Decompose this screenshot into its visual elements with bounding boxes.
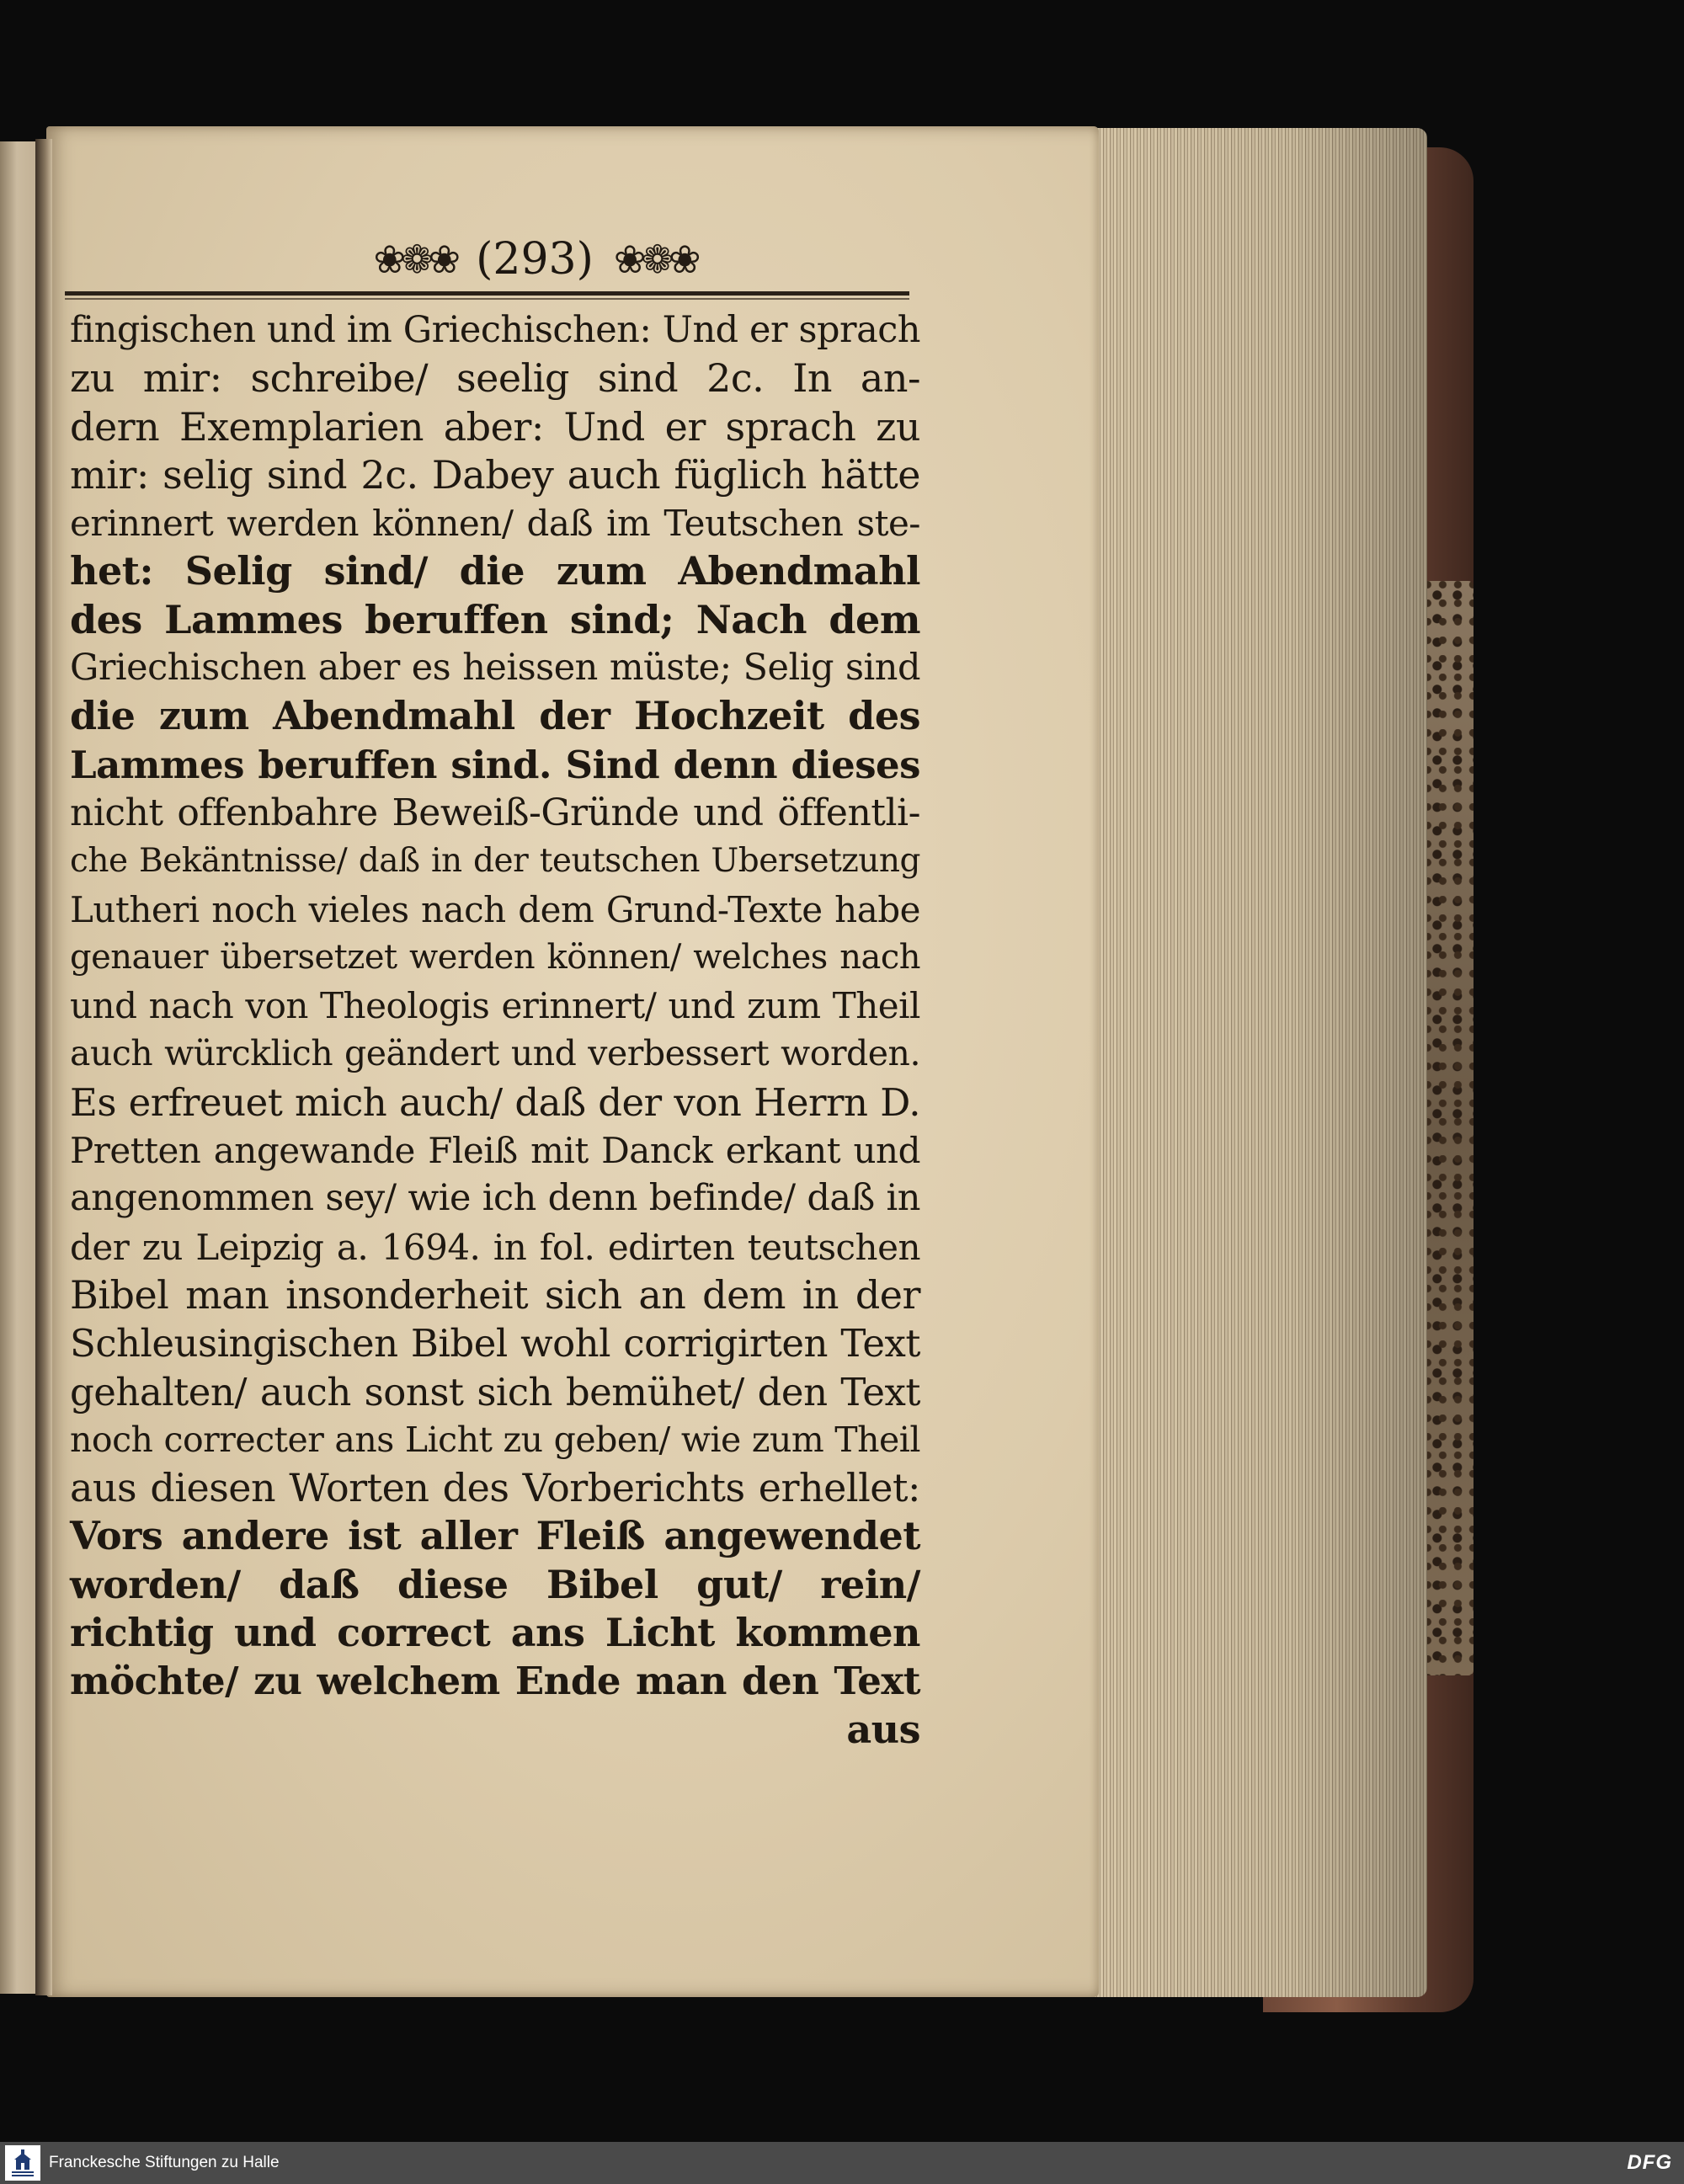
text-line: richtig und correct ans Licht kommen <box>70 1610 920 1656</box>
text-line: Bibel man insonderheit sich an dem in der <box>70 1271 920 1318</box>
footer-institution[interactable] <box>0 2145 280 2181</box>
ornament-left-icon: ❀❁❀ <box>373 237 456 282</box>
text-line: zu mir: schreibe/ seelig sind 2c. In an- <box>70 355 920 402</box>
text-line: Vors andere ist aller Fleiß angewendet <box>70 1513 920 1559</box>
footer-bar <box>0 2142 1684 2184</box>
dfg-logo[interactable]: DFG <box>1627 2151 1672 2174</box>
text-line: Es erfreuet mich auch/ daß der von Herrn D. <box>70 1079 920 1125</box>
text-line: het: Selig sind/ die zum Abendmahl <box>70 548 920 594</box>
text-line: Lammes beruffen sind. Sind denn dieses <box>70 742 920 787</box>
text-line: angenommen sey/ wie ich denn befinde/ daß in <box>70 1177 920 1220</box>
text-line: möchte/ zu welchem Ende man den Text <box>70 1659 920 1704</box>
book-gutter <box>35 139 52 1995</box>
text-line: auch würcklich geändert und verbessert worden. <box>70 1033 920 1074</box>
body-text <box>70 306 920 1754</box>
header-rule <box>65 291 909 296</box>
text-line: und nach von Theologis erinnert/ und zum Theil <box>70 985 920 1027</box>
institution-name[interactable]: Franckesche Stiftungen zu Halle <box>49 2154 280 2171</box>
ornament-right-icon: ❀❁❀ <box>613 237 696 282</box>
text-line: che Bekäntnisse/ daß in der teutschen Ubersetzung <box>70 842 920 881</box>
text-line: Griechischen aber es heissen müste; Selig sind <box>70 647 920 690</box>
text-line: nicht offenbahre Beweiß-Gründe und öffentli- <box>70 791 920 834</box>
text-line: noch correcter ans Licht zu geben/ wie zum Theil <box>70 1419 920 1460</box>
text-line: aus diesen Worten des Vorberichts erhellet: <box>70 1465 920 1511</box>
text-line: erinnert werden können/ daß im Teutschen ste- <box>70 503 920 545</box>
page-header <box>316 226 754 293</box>
text-line: der zu Leipzig a. 1694. in fol. edirten teutschen <box>70 1226 920 1268</box>
text-line: fingischen und im Griechischen: Und er sprach <box>70 309 920 351</box>
text-line: Lutheri noch vieles nach dem Grund-Texte habe <box>70 888 920 930</box>
catchword: aus <box>846 1706 920 1752</box>
text-line: mir: selig sind 2c. Dabey auch füglich hätte <box>70 451 920 498</box>
text-line: dern Exemplarien aber: Und er sprach zu <box>70 403 920 450</box>
text-line: die zum Abendmahl der Hochzeit des <box>70 693 920 739</box>
text-line: gehalten/ auch sonst sich bemühet/ den Text <box>70 1369 920 1414</box>
text-line: Schleusingischen Bibel wohl corrigirten Text <box>70 1321 920 1366</box>
text-line: des Lammes beruffen sind; Nach dem <box>70 596 920 642</box>
text-line: Pretten angewande Fleiß mit Danck erkant und <box>70 1130 920 1172</box>
header-rule-secondary <box>65 298 909 300</box>
text-line: genauer übersetzet werden können/ welches nach <box>70 937 920 977</box>
franckesche-stiftungen-logo-icon[interactable] <box>5 2145 40 2181</box>
book-page <box>46 126 1099 1997</box>
page-number: (293) <box>476 234 594 285</box>
page-fore-edges-shadow <box>1090 128 1427 1997</box>
text-line: worden/ daß diese Bibel gut/ rein/ <box>70 1561 920 1607</box>
marbled-edge <box>1423 581 1474 1675</box>
